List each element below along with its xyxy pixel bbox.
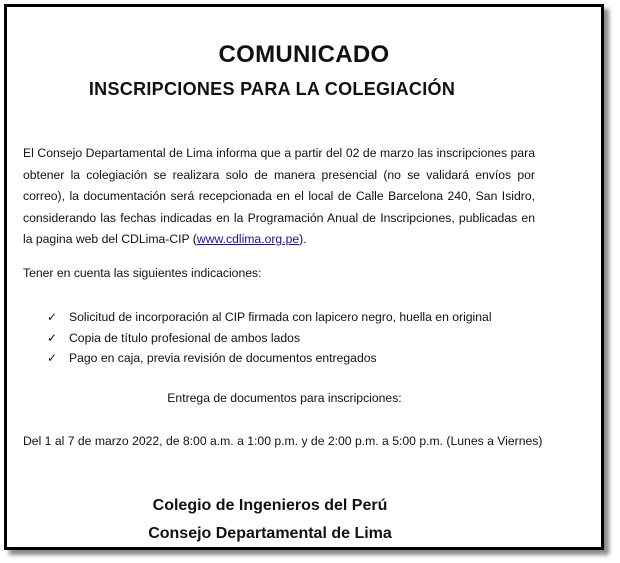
paragraph-text-end: ).	[299, 232, 307, 246]
signature-organization: Colegio de Ingenieros del Perú	[152, 497, 388, 514]
requirement-text: Pago en caja, previa revisión de documentos entregados	[69, 351, 377, 365]
list-item	[47, 307, 492, 328]
checkmark-icon: ✓	[47, 330, 58, 345]
indications-intro: Tener en cuenta las siguientes indicaciones:	[23, 266, 262, 280]
list-item	[47, 328, 492, 349]
page-subtitle: INSCRIPCIONES PARA LA COLEGIACIÓN	[88, 79, 456, 99]
checkmark-icon: ✓	[47, 310, 58, 324]
requirements-list	[47, 307, 492, 369]
delivery-heading: Entrega de documentos para inscripciones:	[167, 391, 402, 405]
requirement-text: Solicitud de incorporación al CIP firmada con lapicero negro, huella en original	[69, 310, 492, 324]
signature-council: Consejo Departamental de Lima	[148, 525, 392, 542]
paragraph-text: El Consejo Departamental de Lima informa que a partir del 02 de marzo las inscripciones para obtener la colegiación se realizara solo de manera presencial (no se validará envíos por correo), la documentación será recepcionada en el local de Calle Barcelona 240, San Isidro, considerando las fechas indicadas en la Programación Anual de Inscripciones, publicadas en la pagina web del CDLima-CIP (	[23, 146, 535, 246]
list-item	[47, 348, 492, 369]
page-title: COMUNICADO	[218, 41, 390, 68]
schedule-text: Del 1 al 7 de marzo 2022, de 8:00 a.m. a 1:00 p.m. y de 2:00 p.m. a 5:00 p.m. (Lunes a Viernes)	[23, 434, 543, 448]
website-link[interactable]: www.cdlima.org.pe	[196, 232, 300, 246]
checkmark-icon: ✓	[47, 351, 58, 365]
document-frame	[4, 4, 604, 550]
requirement-text: Copia de título profesional de ambos lados	[69, 330, 301, 345]
announcement-paragraph	[23, 143, 535, 251]
